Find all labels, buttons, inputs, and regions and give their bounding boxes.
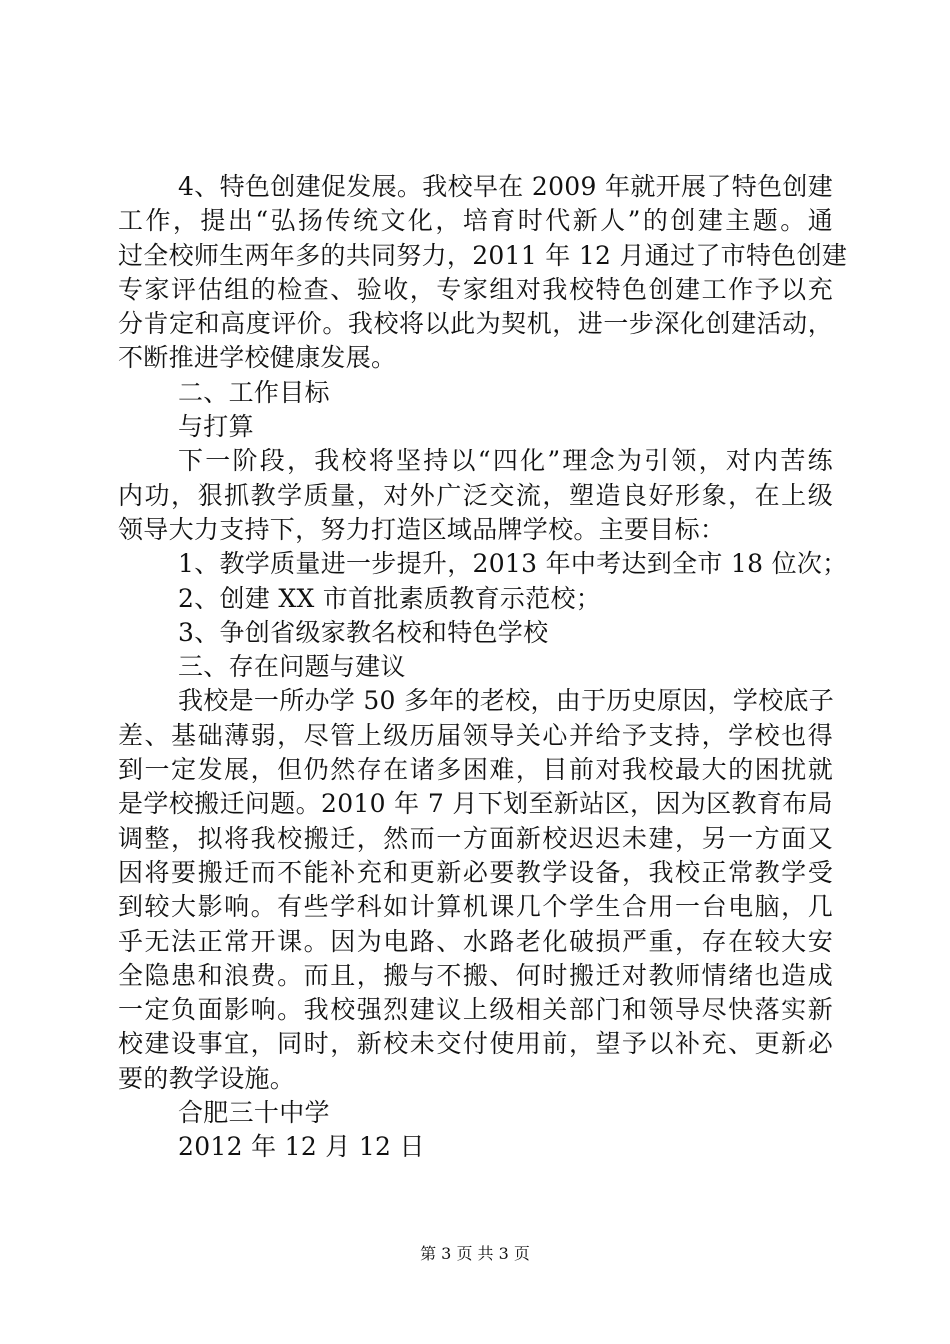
section-heading: 三、存在问题与建议: [178, 652, 406, 682]
paragraph-line: 要的教学设施。: [118, 1063, 296, 1093]
paragraph-line: 我校是一所办学 50 多年的老校，由于历史原因，学校底子: [178, 686, 835, 716]
goal-item: 1、教学质量进一步提升，2013 年中考达到全市 18 位次；: [178, 549, 848, 579]
paragraph-line: 校建设事宜，同时，新校未交付使用前，望予以补充、更新必: [118, 1029, 833, 1059]
goal-item: 3、争创省级家教名校和特色学校: [178, 617, 549, 647]
paragraph-line: 是学校搬迁问题。2010 年 7 月下划至新站区，因为区教育布局: [118, 789, 833, 819]
paragraph-line: 到一定发展，但仍然存在诸多困难，目前对我校最大的困扰就: [118, 755, 833, 785]
paragraph-line: 内功，狠抓教学质量，对外广泛交流，塑造良好形象，在上级: [118, 480, 833, 510]
paragraph-line: 到较大影响。有些学科如计算机课几个学生合用一台电脑，几: [118, 892, 833, 922]
signature-date: 2012 年 12 月 12 日: [178, 1132, 425, 1162]
paragraph-line: 差、基础薄弱，尽管上级历届领导关心并给予支持，学校也得: [118, 720, 833, 750]
paragraph-line: 下一阶段，我校将坚持以“四化”理念为引领，对内苦练: [178, 446, 833, 476]
paragraph-line: 乎无法正常开课。因为电路、水路老化破损严重，存在较大安: [118, 926, 833, 956]
paragraph-line: 专家评估组的检查、验收，专家组对我校特色创建工作予以充: [118, 274, 833, 304]
paragraph-line: 调整，拟将我校搬迁，然而一方面新校迟迟未建，另一方面又: [118, 823, 833, 853]
goal-item: 2、创建 XX 市首批素质教育示范校；: [178, 583, 602, 613]
paragraph-line: 过全校师生两年多的共同努力，2011 年 12 月通过了市特色创建: [118, 240, 848, 270]
paragraph-line: 工作，提出“弘扬传统文化，培育时代新人”的创建主题。通: [118, 206, 833, 236]
paragraph-line: 不断推进学校健康发展。: [118, 343, 397, 373]
section-heading-continuation: 与打算: [178, 412, 254, 442]
paragraph-line: 4、特色创建促发展。我校早在 2009 年就开展了特色创建: [178, 172, 833, 201]
page-footer: [0, 1244, 950, 1264]
section-heading: 二、工作目标: [178, 377, 330, 407]
page-number-label: 第 3 页 共 3 页: [420, 1244, 530, 1263]
paragraph-line: 分肯定和高度评价。我校将以此为契机，进一步深化创建活动，: [118, 309, 833, 339]
paragraph-line: 因将要搬迁而不能补充和更新必要教学设备，我校正常教学受: [118, 857, 833, 887]
paragraph-line: 全隐患和浪费。而且，搬与不搬、何时搬迁对教师情绪也造成: [118, 960, 833, 990]
document-body: [118, 170, 848, 1165]
paragraph-line: 一定负面影响。我校强烈建议上级相关部门和领导尽快落实新: [118, 995, 833, 1025]
signature-organization: 合肥三十中学: [178, 1098, 330, 1128]
paragraph-line: 领导大力支持下，努力打造区域品牌学校。主要目标：: [118, 514, 726, 544]
